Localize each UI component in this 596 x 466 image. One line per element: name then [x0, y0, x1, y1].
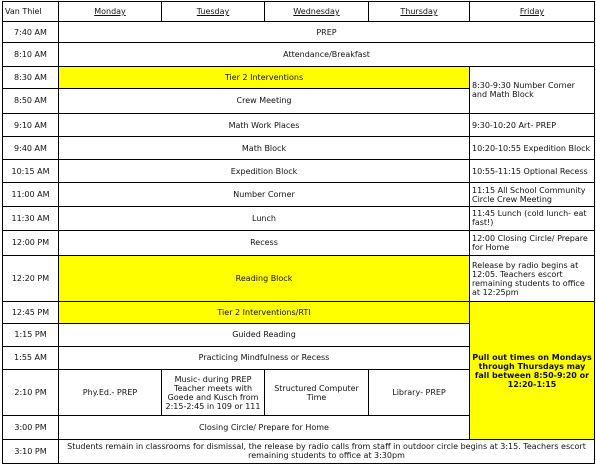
table-row — [3, 22, 595, 43]
time-cell: 7:40 AM — [3, 22, 59, 43]
table-row — [3, 43, 595, 66]
table-row — [3, 230, 595, 255]
friday-cell: 12:00 Closing Circle/ Prepare for Home — [470, 230, 595, 255]
monday-cell: Phy.Ed.- PREP — [59, 370, 162, 416]
activity-cell: Students remain in classrooms for dismissal, the release by radio calls from staff in outdoor circle begins at 3:15. Teachers escort remaining students to office at 3:30pm — [59, 439, 595, 463]
activity-cell: Lunch — [59, 206, 470, 230]
activity-cell: Tier 2 Interventions — [59, 66, 470, 88]
activity-cell: PREP — [59, 22, 595, 43]
time-cell: 2:10 PM — [3, 370, 59, 416]
time-cell: 12:00 PM — [3, 230, 59, 255]
thursday-cell: Library- PREP — [369, 370, 470, 416]
teacher-name: Van Thiel — [3, 2, 59, 22]
table-row — [3, 439, 595, 463]
activity-cell: Reading Block — [59, 256, 470, 302]
activity-cell: Math Block — [59, 137, 470, 160]
table-row — [3, 256, 595, 302]
pull-out-note: Pull out times on Mondays through Thursdays may fall between 8:50-9:20 or 12:20-1:15 — [470, 302, 595, 439]
friday-cell: 8:30-9:30 Number Corner and Math Block — [470, 66, 595, 113]
tuesday-cell: Music- during PREP Teacher meets with Goede and Kusch from 2:15-2:45 in 109 or 111 — [162, 370, 265, 416]
time-cell: 8:50 AM — [3, 88, 59, 113]
friday-cell: 11:45 Lunch (cold lunch- eat fast!) — [470, 206, 595, 230]
friday-cell: 10:55-11:15 Optional Recess — [470, 160, 595, 183]
table-row — [3, 183, 595, 206]
day-monday: Monday — [59, 2, 162, 22]
day-tuesday: Tuesday — [162, 2, 265, 22]
activity-cell: Number Corner — [59, 183, 470, 206]
table-row — [3, 160, 595, 183]
activity-cell: Attendance/Breakfast — [59, 43, 595, 66]
activity-cell: Tier 2 Interventions/RTI — [59, 302, 470, 323]
time-cell: 8:30 AM — [3, 66, 59, 88]
activity-cell: Practicing Mindfulness or Recess — [59, 346, 470, 369]
wednesday-cell: Structured Computer Time — [265, 370, 369, 416]
time-cell: 11:00 AM — [3, 183, 59, 206]
header-row — [3, 2, 595, 22]
schedule-table — [2, 1, 595, 464]
activity-cell: Crew Meeting — [59, 88, 470, 113]
day-thursday: Thursday — [369, 2, 470, 22]
activity-cell: Math Work Places — [59, 113, 470, 136]
time-cell: 10:15 AM — [3, 160, 59, 183]
time-cell: 1:55 AM — [3, 346, 59, 369]
time-cell: 3:00 PM — [3, 416, 59, 439]
day-wednesday: Wednesday — [265, 2, 369, 22]
time-cell: 8:10 AM — [3, 43, 59, 66]
day-friday: Friday — [470, 2, 595, 22]
table-row — [3, 113, 595, 136]
table-row — [3, 137, 595, 160]
activity-cell: Closing Circle/ Prepare for Home — [59, 416, 470, 439]
time-cell: 12:20 PM — [3, 256, 59, 302]
time-cell: 3:10 PM — [3, 439, 59, 463]
friday-cell: 10:20-10:55 Expedition Block — [470, 137, 595, 160]
time-cell: 12:45 PM — [3, 302, 59, 323]
table-row — [3, 302, 595, 323]
time-cell: 9:40 AM — [3, 137, 59, 160]
activity-cell: Guided Reading — [59, 323, 470, 346]
table-row — [3, 66, 595, 88]
time-cell: 1:15 PM — [3, 323, 59, 346]
friday-cell: 9:30-10:20 Art- PREP — [470, 113, 595, 136]
time-cell: 9:10 AM — [3, 113, 59, 136]
time-cell: 11:30 AM — [3, 206, 59, 230]
activity-cell: Expedition Block — [59, 160, 470, 183]
table-row — [3, 206, 595, 230]
friday-cell: Release by radio begins at 12:05. Teachers escort remaining students to office at 12:25pm — [470, 256, 595, 302]
friday-cell: 11:15 All School Community Circle Crew Meeting — [470, 183, 595, 206]
activity-cell: Recess — [59, 230, 470, 255]
